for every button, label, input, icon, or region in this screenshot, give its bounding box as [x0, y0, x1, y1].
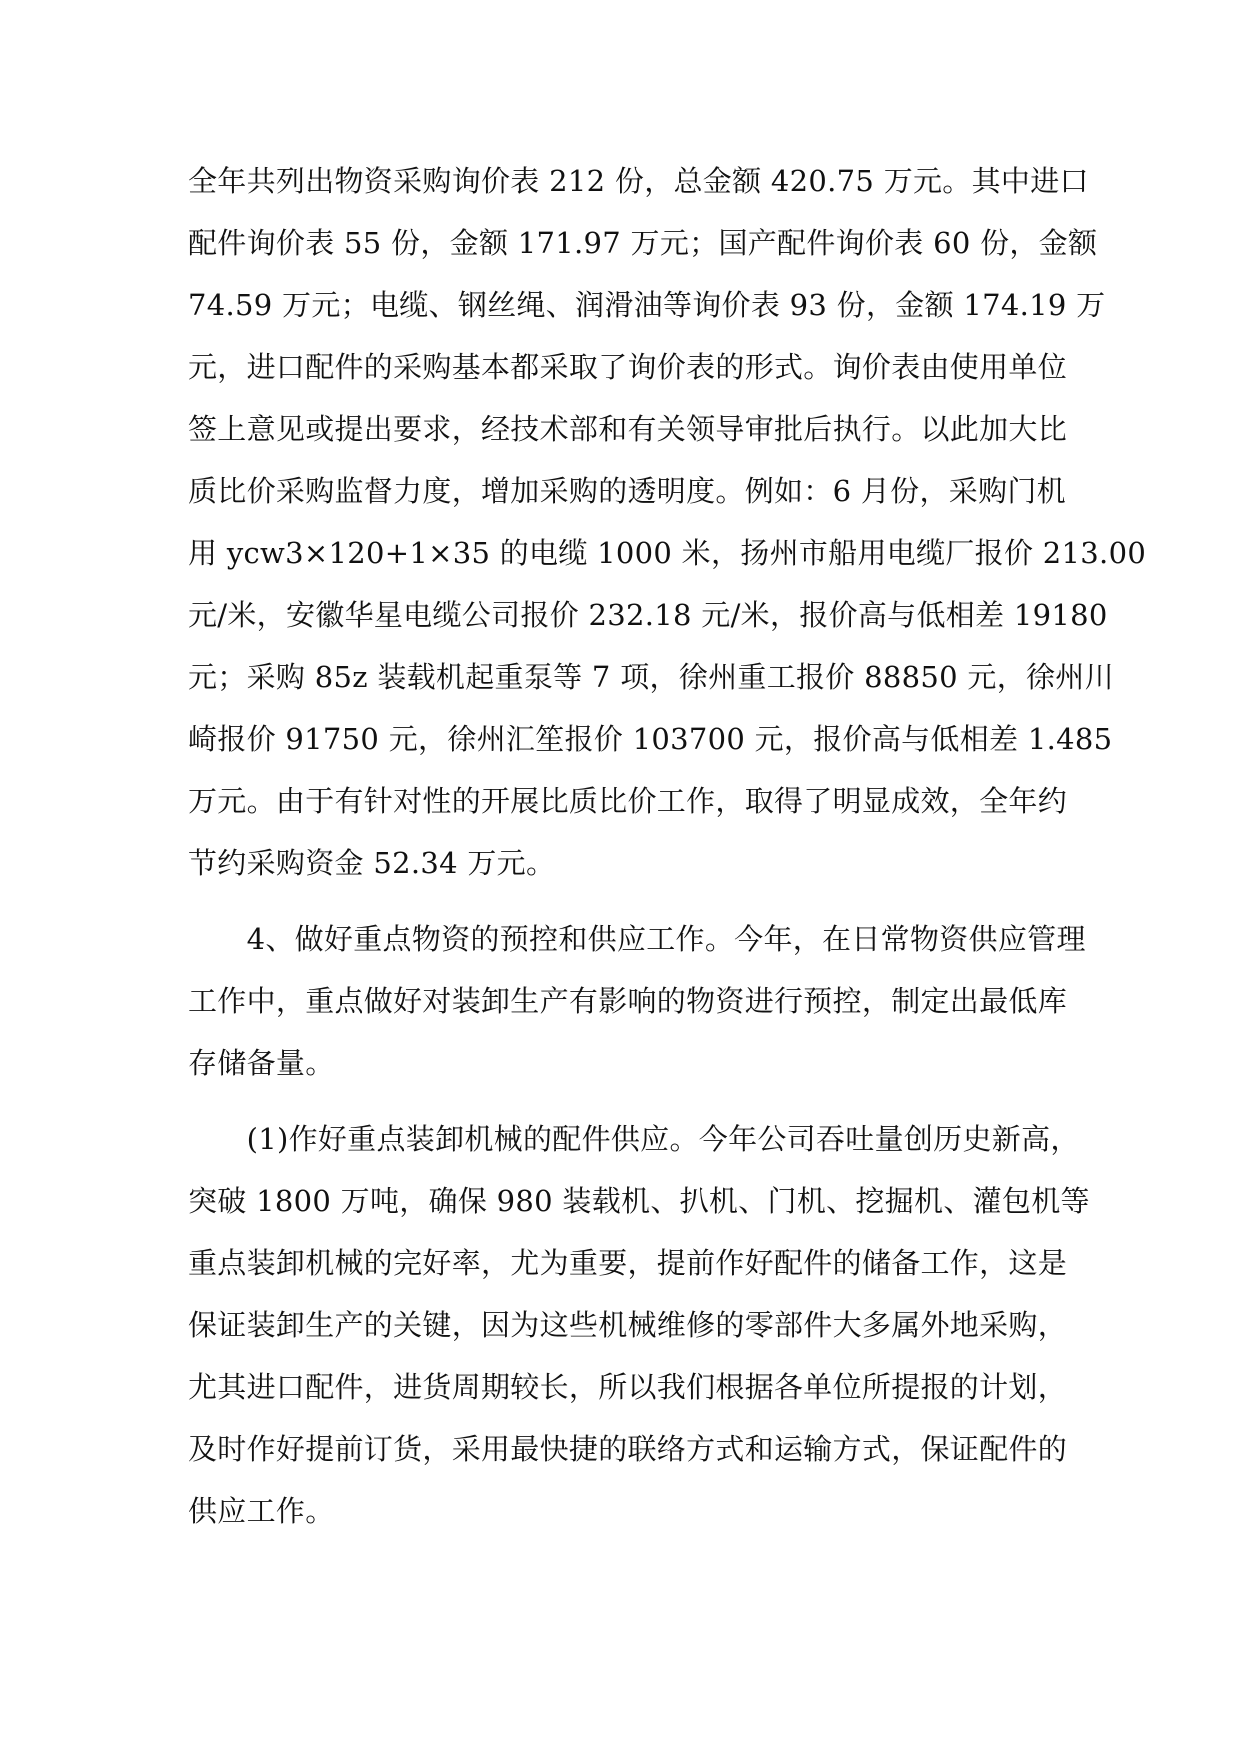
text-line: 元，进口配件的采购基本都采取了询价表的形式。询价表由使用单位 — [188, 350, 1068, 384]
text-line: 用 ycw3×120+1×35 的电缆 1000 米，扬州市船用电缆厂报价 213.00 — [188, 536, 1147, 570]
text-line: 元；采购 85z 装载机起重泵等 7 项，徐州重工报价 88850 元，徐州川 — [188, 660, 1114, 694]
text-line: 及时作好提前订货，采用最快捷的联络方式和运输方式，保证配件的 — [188, 1432, 1068, 1466]
text-line: 签上意见或提出要求，经技术部和有关领导审批后执行。以此加大比 — [188, 412, 1068, 446]
paragraph-spacer — [188, 1094, 1056, 1108]
text-line: 配件询价表 55 份，金额 171.97 万元；国产配件询价表 60 份，金额 — [188, 226, 1098, 260]
paragraph — [188, 1108, 1090, 1542]
paragraph — [188, 150, 1147, 894]
text-line: 保证装卸生产的关键，因为这些机械维修的零部件大多属外地采购， — [188, 1308, 1068, 1342]
text-line: 万元。由于有针对性的开展比质比价工作，取得了明显成效，全年约 — [188, 784, 1068, 818]
text-line: 工作中，重点做好对装卸生产有影响的物资进行预控，制定出最低库 — [188, 984, 1068, 1018]
text-line: 尤其进口配件，进货周期较长，所以我们根据各单位所提报的计划， — [188, 1370, 1068, 1404]
text-line: (1)作好重点装卸机械的配件供应。今年公司吞吐量创历史新高， — [188, 1122, 1080, 1156]
text-line: 重点装卸机械的完好率，尤为重要，提前作好配件的储备工作，这是 — [188, 1246, 1068, 1280]
document-body — [188, 150, 1147, 1542]
paragraph — [188, 908, 1086, 1094]
text-line: 存储备量。 — [188, 1046, 335, 1080]
text-line: 崎报价 91750 元，徐州汇笙报价 103700 元，报价高与低相差 1.485 — [188, 722, 1113, 756]
paragraph-spacer — [188, 894, 1056, 908]
text-line: 元/米，安徽华星电缆公司报价 232.18 元/米，报价高与低相差 19180 — [188, 598, 1108, 632]
text-line: 74.59 万元；电缆、钢丝绳、润滑油等询价表 93 份，金额 174.19 万 — [188, 288, 1106, 322]
text-line: 突破 1800 万吨，确保 980 装载机、扒机、门机、挖掘机、灌包机等 — [188, 1184, 1090, 1218]
text-line: 全年共列出物资采购询价表 212 份，总金额 420.75 万元。其中进口 — [188, 164, 1089, 198]
text-line: 节约采购资金 52.34 万元。 — [188, 846, 556, 880]
text-line: 供应工作。 — [188, 1494, 335, 1528]
text-line: 4、做好重点物资的预控和供应工作。今年，在日常物资供应管理 — [188, 922, 1086, 956]
text-line: 质比价采购监督力度，增加采购的透明度。例如：6 月份，采购门机 — [188, 474, 1066, 508]
